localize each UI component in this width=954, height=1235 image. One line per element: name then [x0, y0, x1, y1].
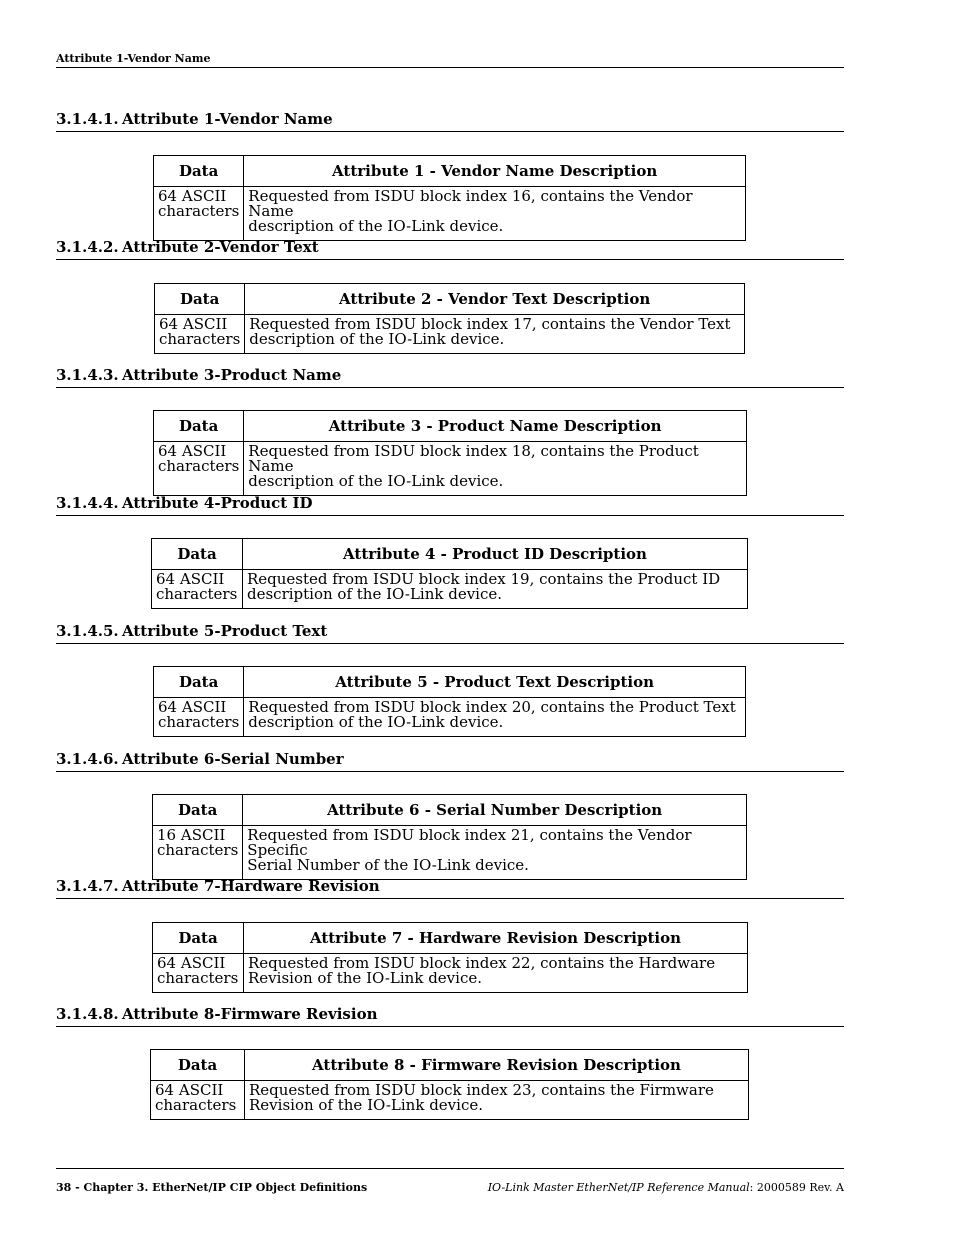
description-column-header: Attribute 5 - Product Text Description	[244, 667, 746, 698]
section-number: 3.1.4.4.	[56, 494, 119, 512]
section-attribute-5	[56, 622, 844, 644]
attribute-table	[152, 922, 748, 993]
description-column-header: Attribute 7 - Hardware Revision Description	[244, 923, 748, 954]
footer-doc-number: : 2000589 Rev. A	[749, 1181, 844, 1194]
data-column-header: Data	[153, 795, 243, 826]
data-cell	[153, 954, 244, 993]
section-number: 3.1.4.2.	[56, 238, 119, 256]
table-row	[154, 698, 746, 737]
description-cell	[244, 442, 747, 496]
section-title: Attribute 6-Serial Number	[122, 750, 344, 768]
description-line: Serial Number of the IO-Link device.	[247, 856, 529, 874]
section-title: Attribute 5-Product Text	[122, 622, 328, 640]
description-line: description of the IO-Link device.	[248, 472, 504, 490]
description-column-header: Attribute 6 - Serial Number Description	[243, 795, 747, 826]
data-column-header: Data	[151, 1050, 245, 1081]
table-header-row	[154, 667, 746, 698]
data-cell-line: 64 ASCII	[158, 698, 227, 716]
data-cell-line: 64 ASCII	[158, 442, 227, 460]
section-heading	[56, 110, 844, 132]
data-cell-line: characters	[159, 330, 241, 348]
data-cell-line: characters	[157, 969, 239, 987]
description-cell	[245, 1081, 749, 1120]
data-cell-line: characters	[158, 713, 240, 731]
section-title: Attribute 2-Vendor Text	[122, 238, 319, 256]
data-column-header: Data	[153, 923, 244, 954]
section-attribute-1	[56, 110, 844, 132]
description-cell	[244, 954, 748, 993]
table-row	[155, 315, 745, 354]
data-cell-line: characters	[155, 1096, 237, 1114]
table-row	[153, 826, 747, 880]
data-cell-line: 16 ASCII	[157, 826, 226, 844]
attribute-table	[153, 155, 746, 241]
section-number: 3.1.4.5.	[56, 622, 119, 640]
data-cell	[155, 315, 245, 354]
description-line: Requested from ISDU block index 21, contains the Vendor Specific	[247, 826, 692, 859]
description-line: Revision of the IO-Link device.	[249, 1096, 483, 1114]
data-cell	[154, 187, 244, 241]
description-column-header: Attribute 3 - Product Name Description	[244, 411, 747, 442]
table-header-row	[154, 156, 746, 187]
attribute-table	[150, 1049, 749, 1120]
section-number: 3.1.4.1.	[56, 110, 119, 128]
table-row	[153, 954, 748, 993]
data-column-header: Data	[152, 539, 243, 570]
data-cell-line: 64 ASCII	[156, 570, 225, 588]
section-title: Attribute 7-Hardware Revision	[122, 877, 380, 895]
section-heading	[56, 238, 844, 260]
data-cell-line: characters	[156, 585, 238, 603]
footer-manual-title: IO-Link Master EtherNet/IP Reference Manual	[487, 1181, 750, 1194]
section-attribute-8	[56, 1005, 844, 1027]
description-column-header: Attribute 2 - Vendor Text Description	[245, 284, 745, 315]
section-attribute-2	[56, 238, 844, 260]
section-attribute-3	[56, 366, 844, 388]
data-cell-line: 64 ASCII	[157, 954, 226, 972]
running-header	[56, 52, 844, 68]
table-header-row	[153, 795, 747, 826]
data-cell-line: characters	[158, 457, 240, 475]
description-line: description of the IO-Link device.	[247, 585, 503, 603]
data-column-header: Data	[154, 667, 244, 698]
attribute-table	[154, 283, 745, 354]
running-header-title: Attribute 1-Vendor Name	[56, 52, 211, 65]
description-line: Requested from ISDU block index 18, contains the Product Name	[248, 442, 699, 475]
attribute-table	[153, 666, 746, 737]
description-column-header: Attribute 4 - Product ID Description	[243, 539, 748, 570]
section-number: 3.1.4.6.	[56, 750, 119, 768]
description-line: Requested from ISDU block index 17, contains the Vendor Text	[249, 315, 731, 333]
section-title: Attribute 1-Vendor Name	[122, 110, 333, 128]
section-heading	[56, 622, 844, 644]
table-header-row	[151, 1050, 749, 1081]
section-title: Attribute 4-Product ID	[122, 494, 313, 512]
table-header-row	[153, 923, 748, 954]
attribute-table	[153, 410, 747, 496]
table-row	[152, 570, 748, 609]
section-heading	[56, 366, 844, 388]
description-cell	[245, 315, 745, 354]
attribute-table	[152, 794, 747, 880]
section-number: 3.1.4.3.	[56, 366, 119, 384]
data-cell-line: characters	[158, 202, 240, 220]
data-cell	[153, 826, 243, 880]
description-line: Requested from ISDU block index 22, contains the Hardware	[248, 954, 716, 972]
section-number: 3.1.4.7.	[56, 877, 119, 895]
data-cell	[154, 442, 244, 496]
section-attribute-6	[56, 750, 844, 772]
description-column-header: Attribute 8 - Firmware Revision Description	[245, 1050, 749, 1081]
section-heading	[56, 750, 844, 772]
data-cell	[151, 1081, 245, 1120]
section-title: Attribute 8-Firmware Revision	[122, 1005, 378, 1023]
description-line: Requested from ISDU block index 23, contains the Firmware	[249, 1081, 714, 1099]
description-cell	[243, 570, 748, 609]
description-line: Requested from ISDU block index 20, contains the Product Text	[248, 698, 736, 716]
section-attribute-7	[56, 877, 844, 899]
description-cell	[244, 698, 746, 737]
section-heading	[56, 1005, 844, 1027]
footer-manual-reference	[488, 1181, 844, 1194]
section-number: 3.1.4.8.	[56, 1005, 119, 1023]
footer-chapter: 38 - Chapter 3. EtherNet/IP CIP Object Definitions	[56, 1181, 368, 1194]
table-header-row	[154, 411, 747, 442]
section-heading	[56, 494, 844, 516]
attribute-table	[151, 538, 748, 609]
data-cell	[154, 698, 244, 737]
description-column-header: Attribute 1 - Vendor Name Description	[244, 156, 746, 187]
data-cell-line: 64 ASCII	[159, 315, 228, 333]
description-line: Requested from ISDU block index 19, contains the Product ID	[247, 570, 721, 588]
data-cell-line: characters	[157, 841, 239, 859]
description-line: description of the IO-Link device.	[248, 217, 504, 235]
footer-divider	[56, 1168, 844, 1169]
data-column-header: Data	[154, 411, 244, 442]
data-column-header: Data	[154, 156, 244, 187]
data-column-header: Data	[155, 284, 245, 315]
description-line: description of the IO-Link device.	[249, 330, 505, 348]
section-heading	[56, 877, 844, 899]
data-cell	[152, 570, 243, 609]
table-header-row	[152, 539, 748, 570]
description-cell	[244, 187, 746, 241]
data-cell-line: 64 ASCII	[158, 187, 227, 205]
table-header-row	[155, 284, 745, 315]
section-attribute-4	[56, 494, 844, 516]
table-row	[151, 1081, 749, 1120]
table-row	[154, 442, 747, 496]
description-line: Requested from ISDU block index 16, contains the Vendor Name	[248, 187, 693, 220]
table-row	[154, 187, 746, 241]
description-line: Revision of the IO-Link device.	[248, 969, 482, 987]
section-title: Attribute 3-Product Name	[122, 366, 342, 384]
description-cell	[243, 826, 747, 880]
description-line: description of the IO-Link device.	[248, 713, 504, 731]
data-cell-line: 64 ASCII	[155, 1081, 224, 1099]
